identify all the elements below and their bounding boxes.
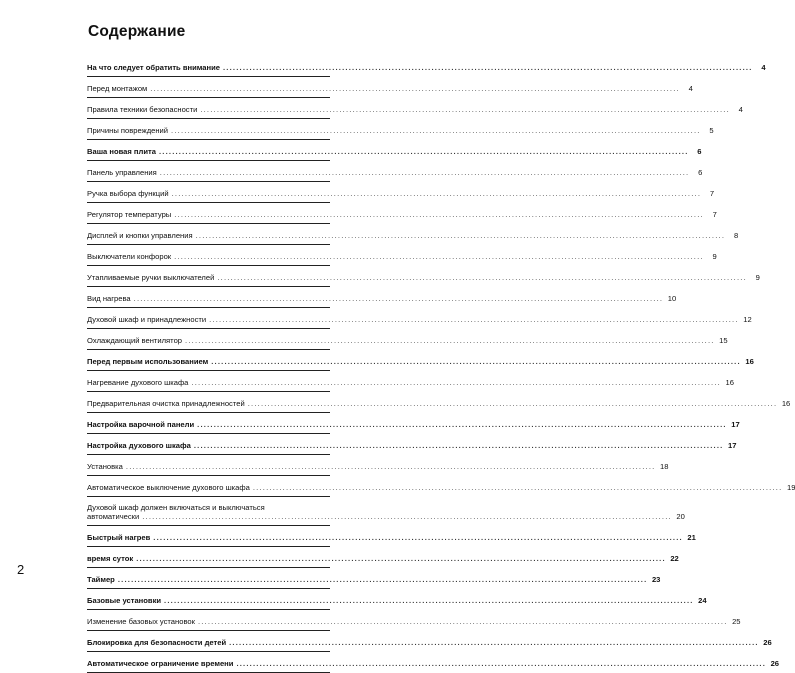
- toc-entry-page: 12: [743, 315, 752, 324]
- page-title: Содержание: [88, 23, 186, 40]
- toc-entry-page: 18: [660, 462, 669, 471]
- toc-entry[interactable]: [87, 631, 772, 652]
- toc-entry-page: 7: [709, 189, 715, 198]
- toc-entry-title: Таймер: [87, 575, 115, 584]
- toc-entry[interactable]: [87, 182, 715, 203]
- toc-entry-page: 9: [755, 273, 760, 282]
- toc-entry-title: Регулятор температуры: [87, 210, 172, 219]
- toc-entry-title: Ваша новая плита: [87, 147, 156, 156]
- toc-entry-page: 20: [676, 512, 685, 521]
- toc-entry-page: 8: [733, 231, 739, 240]
- toc-entry-title: Блокировка для безопасности детей: [87, 638, 227, 647]
- toc-entry-page: 5: [709, 126, 714, 135]
- toc-entry-title: Панель управления: [87, 168, 157, 177]
- toc-entry-title: Изменение базовых установок: [87, 617, 195, 626]
- toc-entry[interactable]: [87, 224, 739, 245]
- toc-entry-page: 4: [738, 105, 743, 114]
- dot-leader: [217, 273, 747, 282]
- toc-entry-title: Ручка выбора функций: [87, 189, 169, 198]
- dot-leader: [211, 357, 741, 366]
- toc-entry[interactable]: [87, 98, 743, 119]
- toc-entry-page: 19: [786, 483, 795, 492]
- toc-entry-title: Выключатели конфорок: [87, 252, 172, 261]
- toc-entry-title: Духовой шкаф должен включаться и выключаться: [87, 503, 265, 512]
- toc-entry[interactable]: [87, 350, 754, 371]
- dot-leader: [172, 189, 702, 198]
- toc-entry-page: 17: [728, 441, 737, 450]
- toc-entry[interactable]: [87, 526, 696, 547]
- dot-leader: [134, 294, 664, 303]
- toc-entry-title: Автоматическое выключение духового шкафа: [87, 483, 250, 492]
- toc-entry-page: 24: [698, 596, 707, 605]
- toc-entry-page: 21: [687, 533, 696, 542]
- toc-entry[interactable]: [87, 308, 752, 329]
- toc-entry-title: Перед первым использованием: [87, 357, 209, 366]
- toc-entry-title: Предварительная очистка принадлежностей: [87, 399, 245, 408]
- toc-entry-page: 26: [763, 638, 772, 647]
- toc-entry-title: Причины повреждений: [87, 126, 169, 135]
- toc-entry-title: Охлаждающий вентилятор: [87, 336, 183, 345]
- dot-leader: [185, 336, 715, 345]
- dot-leader: [248, 399, 778, 408]
- dot-leader: [191, 378, 721, 387]
- toc-entry[interactable]: [87, 161, 703, 182]
- toc-entry-title: Настройка духового шкафа: [87, 441, 191, 450]
- dot-leader: [153, 533, 683, 542]
- dot-leader: [160, 168, 690, 177]
- toc-entry-page: 15: [719, 336, 728, 345]
- toc-entry-title: Духовой шкаф и принадлежности: [87, 315, 207, 324]
- toc-entry-page: 23: [651, 575, 661, 584]
- dot-leader: [194, 441, 724, 450]
- toc-entry-page: 16: [781, 399, 791, 408]
- dot-leader: [200, 105, 730, 114]
- dot-leader: [229, 638, 759, 647]
- toc-entry-page: 17: [731, 420, 740, 429]
- dot-leader: [174, 252, 704, 261]
- dot-leader: [197, 420, 727, 429]
- toc-entry-page: 4: [688, 84, 693, 93]
- toc-entry-page: 16: [725, 378, 734, 387]
- toc-entry[interactable]: [87, 413, 740, 434]
- toc-entry-title: Установка: [87, 462, 123, 471]
- dot-leader: [142, 512, 672, 521]
- toc-entry-title: Дисплей и кнопки управления: [87, 231, 193, 240]
- dot-leader: [174, 210, 704, 219]
- toc-entry-page: 25: [732, 617, 741, 626]
- toc-entry-title: Настройка варочной панели: [87, 420, 195, 429]
- dot-leader: [253, 483, 783, 492]
- toc-entry-title-continued: автоматически: [87, 512, 140, 521]
- toc-entry[interactable]: [87, 497, 685, 526]
- toc-entry-page: 6: [698, 168, 703, 177]
- dot-leader: [136, 554, 666, 563]
- toc-entry[interactable]: [87, 455, 669, 476]
- toc-entry[interactable]: [87, 371, 734, 392]
- toc-entry[interactable]: [87, 652, 780, 673]
- toc-entry-title: Базовые установки: [87, 596, 162, 605]
- toc-entry[interactable]: [87, 287, 677, 308]
- toc-entry-title: время суток: [87, 554, 134, 563]
- toc-entry[interactable]: [87, 203, 717, 224]
- dot-leader: [209, 315, 739, 324]
- toc-entry[interactable]: [87, 610, 741, 631]
- toc-entry[interactable]: [87, 245, 717, 266]
- toc-entry[interactable]: [87, 476, 795, 497]
- toc-entry-page: 6: [697, 147, 702, 156]
- dot-leader: [223, 63, 753, 72]
- toc-entry[interactable]: [87, 119, 714, 140]
- dot-leader: [159, 147, 689, 156]
- toc-entry[interactable]: [87, 589, 707, 610]
- toc-entry[interactable]: [87, 547, 679, 568]
- toc-entry[interactable]: [87, 434, 737, 455]
- toc-entry[interactable]: [87, 329, 728, 350]
- toc-entry[interactable]: [87, 56, 766, 77]
- dot-leader: [196, 231, 726, 240]
- toc-entry[interactable]: [87, 77, 693, 98]
- toc-entry-page: 10: [667, 294, 677, 303]
- toc-entry-page: 7: [712, 210, 717, 219]
- table-of-contents: [87, 56, 795, 673]
- dot-leader: [164, 596, 694, 605]
- toc-entry[interactable]: [87, 140, 702, 161]
- toc-entry-title: Вид нагрева: [87, 294, 131, 303]
- toc-entry-page: 9: [712, 252, 717, 261]
- toc-entry-title: Правила техники безопасности: [87, 105, 198, 114]
- toc-entry-page: 16: [745, 357, 754, 366]
- dot-leader: [171, 126, 701, 135]
- toc-entry[interactable]: [87, 392, 791, 413]
- toc-entry-title: Нагревание духового шкафа: [87, 378, 189, 387]
- toc-entry-title: Утапливаемые ручки выключателей: [87, 273, 215, 282]
- dot-leader: [118, 575, 648, 584]
- toc-entry-title: Быстрый нагрев: [87, 533, 151, 542]
- dot-leader: [150, 84, 680, 93]
- toc-entry-page: 26: [770, 659, 780, 668]
- toc-entry-title: Автоматическое ограничение времени: [87, 659, 234, 668]
- toc-entry-title: На что следует обратить внимание: [87, 63, 220, 72]
- dot-leader: [236, 659, 766, 668]
- toc-entry-page: 22: [670, 554, 679, 563]
- toc-entry[interactable]: [87, 568, 661, 589]
- toc-entry-title: Перед монтажом: [87, 84, 148, 93]
- dot-leader: [126, 462, 656, 471]
- dot-leader: [198, 617, 728, 626]
- page-number: 2: [17, 562, 25, 577]
- toc-entry-page: 4: [761, 63, 766, 72]
- toc-entry[interactable]: [87, 266, 760, 287]
